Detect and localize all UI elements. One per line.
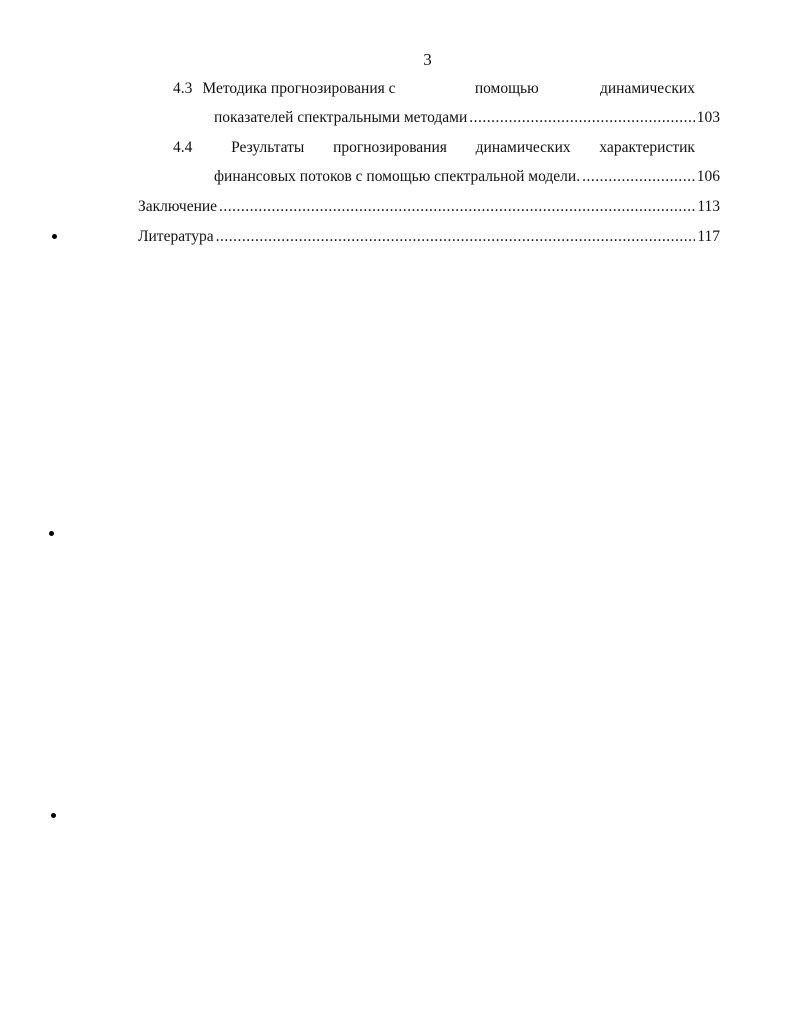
toc-entry-conclusion[interactable] — [138, 197, 720, 217]
toc-entry-4-4-line1 — [173, 138, 695, 158]
toc-leader-dots — [216, 227, 696, 247]
toc-entry-4-4-text-c: динамических — [475, 139, 571, 156]
toc-entry-4-4-text-a: Результаты — [231, 139, 305, 156]
toc-leader-dots — [469, 108, 694, 128]
toc-entry-4-3-text-c: динамических — [600, 80, 695, 97]
toc-entry-4-3-title: показателей спектральными методами — [214, 109, 468, 126]
toc-entry-4-3-page: 103 — [696, 109, 720, 126]
toc-entry-4-4-title: финансовых потоков с помощью спектральной модели. — [214, 168, 581, 185]
toc-leader-dots — [582, 167, 695, 187]
toc-entry-conclusion-title: Заключение — [138, 198, 218, 215]
toc-entry-4-3-text-b: помощью — [474, 80, 539, 97]
toc-entry-4-3-text-a: Методика прогнозирования с — [202, 80, 396, 97]
toc-entry-4-3-number: 4.3 — [173, 80, 193, 97]
toc-entry-4-4-line2[interactable] — [214, 167, 720, 187]
toc-entry-4-4-text-b: прогнозирования — [333, 139, 447, 156]
toc-leader-dots — [219, 197, 695, 217]
toc-entry-literature-title: Литература — [138, 228, 214, 245]
page-number: 3 — [423, 50, 432, 69]
toc-entry-4-4-page: 106 — [696, 168, 720, 185]
toc-entry-conclusion-page: 113 — [697, 198, 720, 215]
toc-entry-literature-page: 117 — [697, 228, 720, 245]
scan-speck — [49, 531, 54, 536]
scan-speck — [51, 813, 56, 818]
toc-entry-4-3-line1 — [173, 79, 695, 99]
scan-speck — [52, 234, 57, 239]
toc-entry-4-4-number: 4.4 — [173, 139, 193, 156]
toc-entry-literature[interactable] — [138, 227, 720, 247]
toc-entry-4-3-line2[interactable] — [214, 108, 720, 128]
toc-entry-4-4-text-d: характеристик — [599, 139, 695, 156]
